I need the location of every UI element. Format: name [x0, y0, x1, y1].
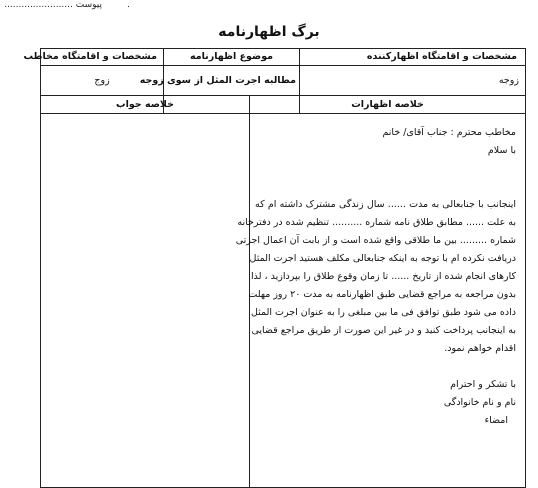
letter-line: دریافت نکرده ام با توجه به اینکه جنابعالی مکلف هستید اجرت المثل	[249, 253, 516, 264]
letter-body	[235, 124, 521, 430]
letter-line: شماره ......... بین ما طلاقی واقع شده است و از بابت آن اعمال اجرتی	[235, 235, 516, 246]
letter-line: کارهای انجام شده از تاریخ ...... تا زمان وقوع طلاق را بپردازید ، لذا	[250, 271, 516, 282]
header-addressee: مشخصات و اقامتگاه مخاطب	[23, 51, 157, 62]
header-subject: موضوع اظهارنامه	[189, 51, 274, 62]
value-declarant: زوجه	[498, 75, 519, 86]
attachment-label: پیوست	[75, 0, 102, 10]
form-title: برگ اظهارنامه	[218, 24, 320, 40]
value-subject: مطالبه اجرت المثل از سوی زوجه	[139, 75, 296, 86]
letter-line: به اینجانب پرداخت کنید و در غیر این صورت از طریق مراجع قضایی	[251, 325, 516, 336]
letter-signature: امضاء	[484, 415, 508, 426]
letter-name-line: نام و نام خانوادگی	[443, 397, 516, 408]
section-header-reply: خلاصه جواب	[116, 99, 174, 110]
letter-line: بدون مراجعه به مراجع قضایی طبق اظهارنامه به مدت ۲۰ روز مهلت	[248, 289, 516, 300]
letter-line: اینجانب با جنابعالی به مدت ...... سال زندگی مشترک داشته ام که	[255, 199, 516, 210]
declaration-form-table	[23, 48, 526, 488]
value-addressee: زوج	[94, 75, 110, 86]
attachment-dots: ........................	[4, 0, 73, 10]
letter-closing: با تشکر و احترام	[450, 379, 516, 390]
statements-area	[235, 124, 521, 487]
section-header-statements: خلاصه اظهارات	[351, 99, 424, 110]
letter-line: اقدام خواهم نمود.	[444, 343, 516, 354]
header-mark: .	[127, 0, 130, 10]
letter-line: به علت ...... مطابق طلاق نامه شماره .......... تنظیم شده در دفترخانه	[237, 217, 516, 228]
letter-line: داده می شود طبق توافق فی ما بین مبلغی را به عنوان اجرت المثل	[250, 307, 516, 318]
letter-greeting: با سلام	[487, 145, 516, 156]
letter-salutation: مخاطب محترم : جناب آقای/ خانم	[382, 127, 516, 138]
attachment-line	[4, 0, 102, 10]
reply-area	[41, 114, 249, 487]
header-declarant: مشخصات و اقامتگاه اظهارکننده	[366, 51, 517, 62]
